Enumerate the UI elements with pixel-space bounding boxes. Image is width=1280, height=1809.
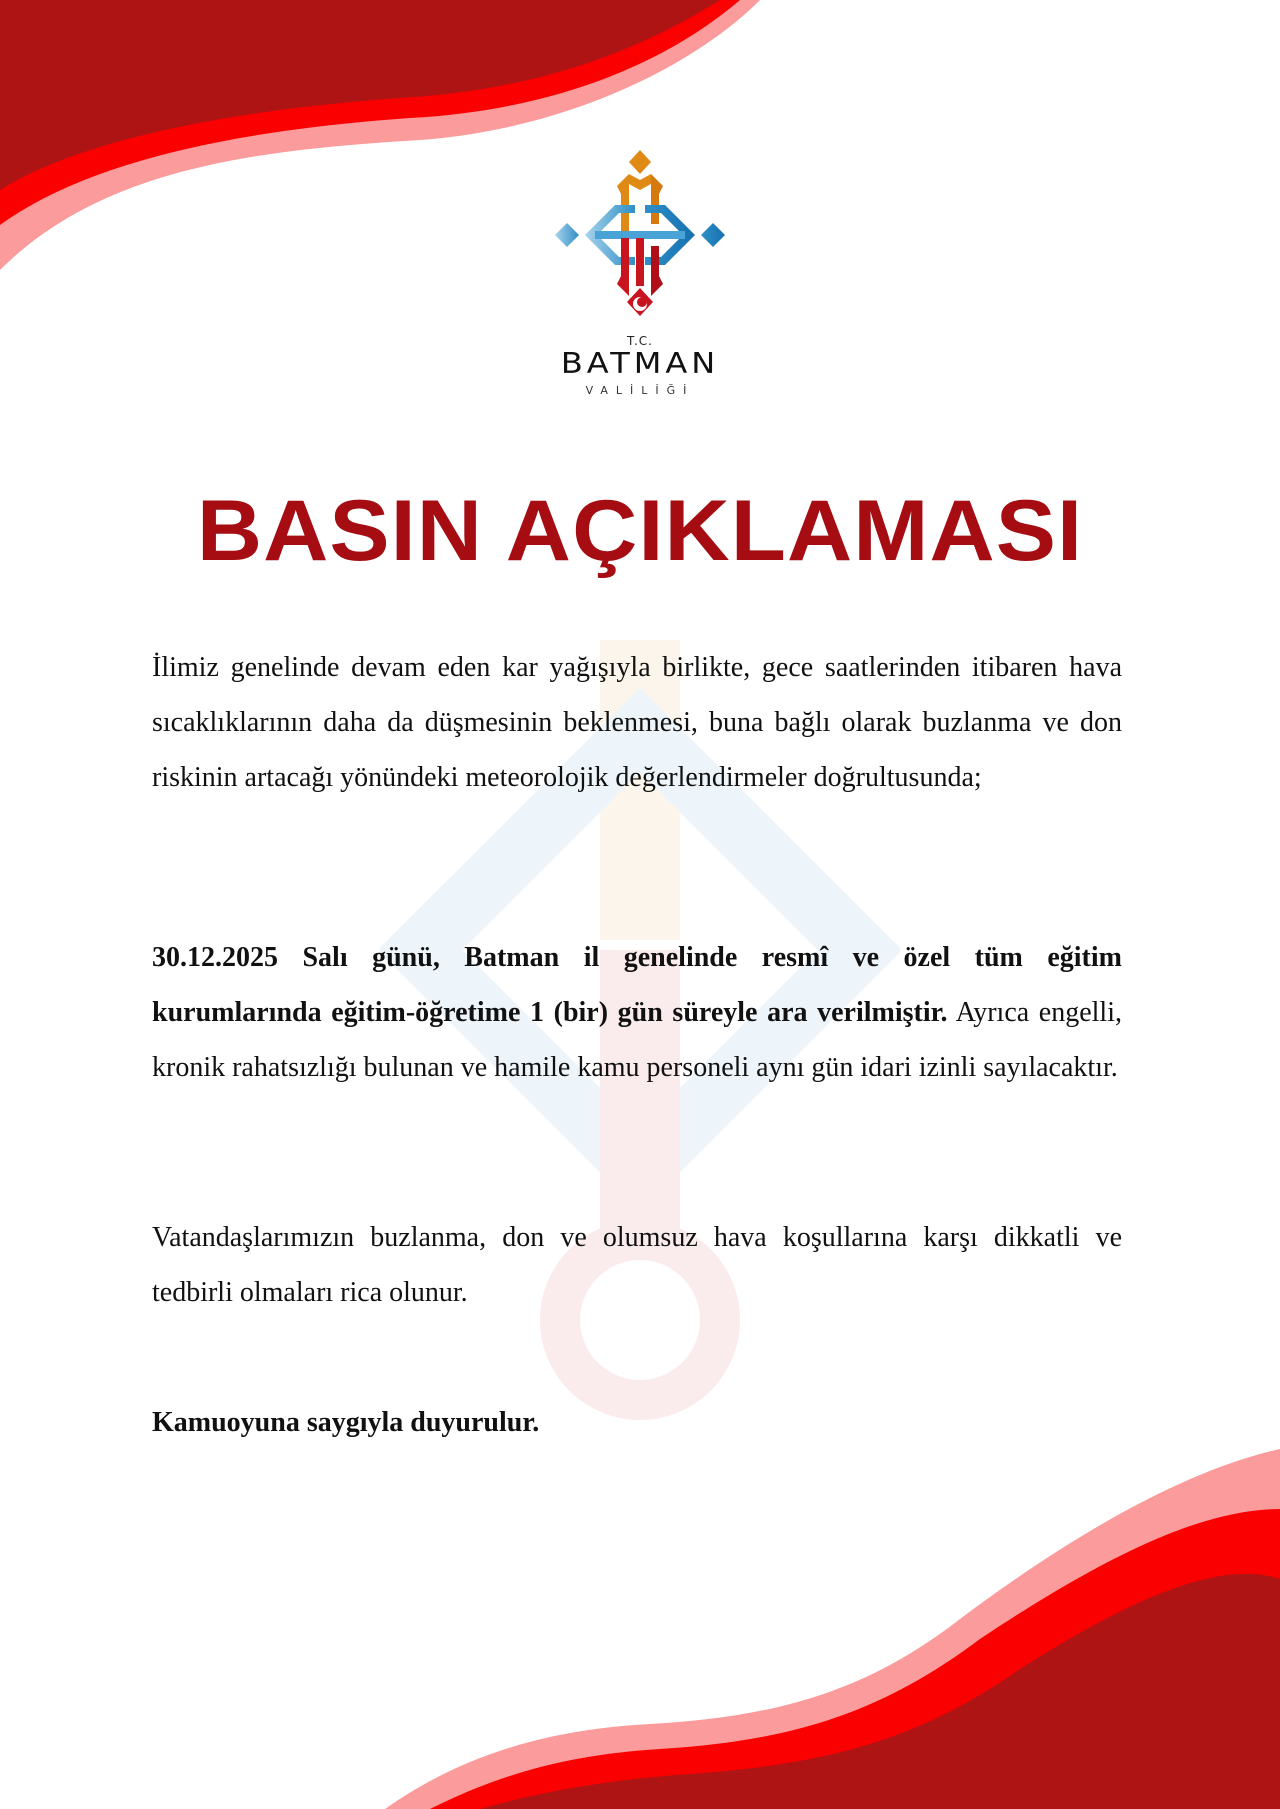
announcement-rest-text: Ayrıca engelli, kronik rahatsızlığı bulunan ve hamile kamu personeli aynı gün idari izinli sayılacaktır. (152, 997, 1122, 1083)
paragraph-intro: İlimiz genelinde devam eden kar yağışıyla birlikte, gece saatlerinden itibaren hava sıcaklıklarının daha da düşmesinin beklenmesi, buna bağlı olarak buzlanma ve don riskinin artacağı yönündeki meteorolojik değerlendirmeler doğrultusunda; (152, 652, 1122, 793)
logo-subtitle: VALİLİĞİ (585, 384, 695, 397)
logo-name: BATMAN (560, 345, 720, 381)
paragraph-warning: Vatandaşlarımızın buzlanma, don ve olumsuz hava koşullarına karşı dikkatli ve tedbirli olmaları rica olunur. (152, 1222, 1122, 1308)
page-title: BASIN AÇIKLAMASI (196, 483, 1084, 579)
logo-prefix: T.C. (627, 334, 653, 348)
announcement-bold-text: 30.12.2025 Salı günü, Batman il genelinde resmî ve özel tüm eğitim kurumlarında eğitim-öğretime 1 (bir) gün süreyle ara verilmiştir. (152, 942, 1122, 1028)
bottom-wave-decoration (0, 1449, 1280, 1809)
closing-statement: Kamuoyuna saygıyla duyurulur. (152, 1407, 540, 1438)
paragraph-announcement (152, 930, 1122, 1095)
batman-governorship-emblem-icon (555, 150, 725, 320)
